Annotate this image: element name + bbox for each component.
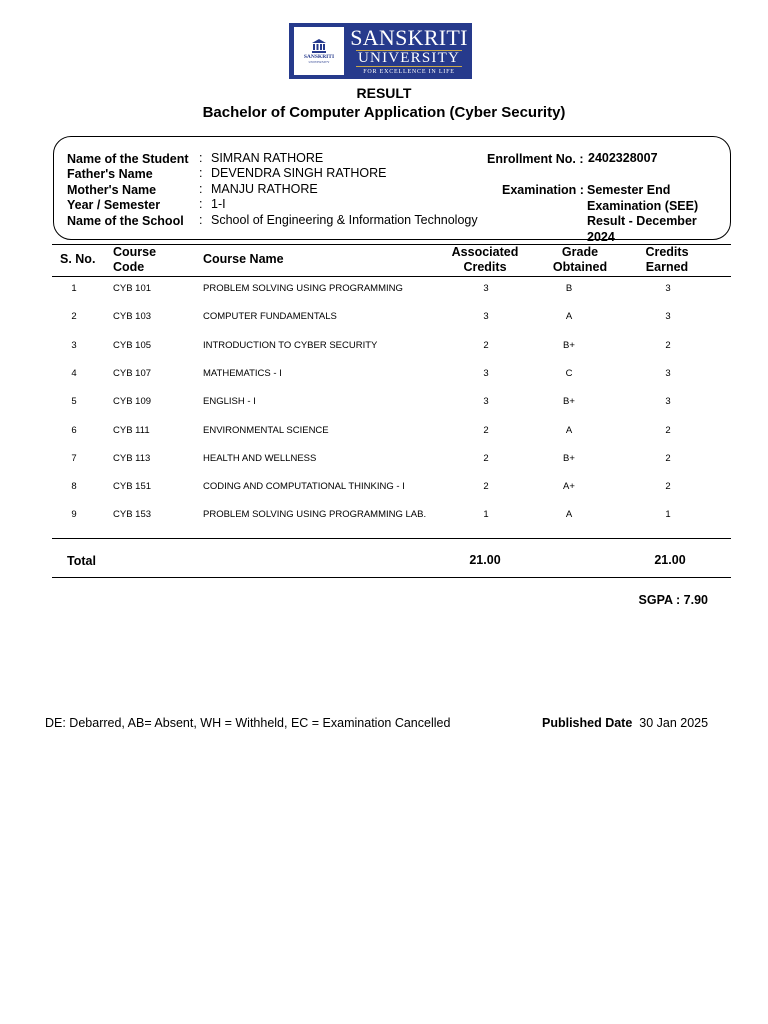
header-credits-earned-line-1: Credits bbox=[645, 245, 689, 259]
row-credits-earned: 1 bbox=[665, 509, 671, 521]
colon-separator: : bbox=[199, 197, 203, 211]
colon-separator: : bbox=[199, 151, 203, 165]
logo-wordmark bbox=[350, 27, 468, 75]
row-course-code: CYB 103 bbox=[113, 311, 152, 323]
row-course-name: HEALTH AND WELLNESS bbox=[203, 452, 317, 464]
total-rule bbox=[52, 577, 731, 578]
row-grade: C bbox=[565, 367, 573, 379]
logo-tagline: FOR EXCELLENCE IN LIFE bbox=[363, 69, 455, 75]
row-associated-credits: 3 bbox=[483, 311, 489, 323]
program-title: Bachelor of Computer Application (Cyber Security) bbox=[202, 104, 566, 121]
table-row bbox=[0, 396, 768, 412]
table-header-rule bbox=[52, 276, 731, 277]
examination-line-3: Result - December bbox=[587, 214, 697, 228]
row-course-name: INTRODUCTION TO CYBER SECURITY bbox=[203, 339, 378, 351]
colon-separator: : bbox=[199, 182, 203, 196]
header-grade-obtained bbox=[540, 245, 620, 275]
row-associated-credits: 3 bbox=[483, 396, 489, 408]
row-credits-earned: 3 bbox=[665, 396, 671, 408]
examination-line-2: Examination (SEE) bbox=[587, 198, 699, 213]
emblem-text-2: UNIVERSITY bbox=[308, 60, 330, 64]
header-associated-credits bbox=[445, 245, 525, 275]
father-name-label: Father's Name bbox=[67, 167, 153, 181]
header-associated-credits-line-2: Credits bbox=[463, 260, 507, 274]
row-course-code: CYB 111 bbox=[113, 424, 150, 436]
total-label: Total bbox=[67, 554, 96, 568]
row-credits-earned: 3 bbox=[665, 367, 671, 379]
row-course-name: PROBLEM SOLVING USING PROGRAMMING LAB. bbox=[203, 509, 427, 521]
year-semester-value: 1-I bbox=[211, 197, 226, 211]
row-credits-earned: 3 bbox=[665, 283, 671, 294]
university-emblem-icon bbox=[294, 27, 344, 75]
header-grade-obtained-line-2: Obtained bbox=[552, 260, 608, 274]
colon-separator: : bbox=[199, 213, 203, 227]
row-course-code: CYB 107 bbox=[113, 367, 152, 379]
row-associated-credits: 1 bbox=[483, 509, 489, 521]
mother-name-label: Mother's Name bbox=[67, 183, 157, 197]
row-associated-credits: 3 bbox=[483, 367, 489, 379]
mother-name-value: MANJU RATHORE bbox=[211, 182, 318, 196]
father-name-value: DEVENDRA SINGH RATHORE bbox=[211, 166, 387, 180]
emblem-text-1: SANSKRITI bbox=[303, 54, 335, 60]
table-row bbox=[0, 509, 768, 525]
row-associated-credits: 2 bbox=[483, 339, 489, 351]
header-sno: S. No. bbox=[60, 252, 96, 266]
row-grade: A+ bbox=[563, 481, 575, 493]
result-heading: RESULT bbox=[356, 85, 412, 101]
published-date-value: 30 Jan 2025 bbox=[639, 716, 709, 730]
row-associated-credits: 2 bbox=[483, 452, 489, 464]
student-name-label: Name of the Student bbox=[67, 152, 189, 166]
row-course-name: PROBLEM SOLVING USING PROGRAMMING bbox=[203, 283, 403, 294]
table-row bbox=[0, 425, 768, 441]
table-row bbox=[0, 311, 768, 327]
row-sno: 5 bbox=[71, 396, 77, 408]
enrollment-value: 2402328007 bbox=[588, 151, 658, 165]
examination-line-1: Semester End bbox=[587, 183, 671, 197]
table-row bbox=[0, 368, 768, 384]
row-sno: 2 bbox=[71, 311, 77, 323]
row-grade: B+ bbox=[563, 339, 575, 351]
row-credits-earned: 3 bbox=[665, 311, 671, 323]
header-course-code bbox=[113, 245, 156, 275]
header-course-name: Course Name bbox=[203, 252, 284, 266]
university-logo bbox=[289, 23, 472, 79]
row-grade: B+ bbox=[563, 452, 575, 464]
row-sno: 7 bbox=[71, 452, 77, 464]
school-name-label: Name of the School bbox=[67, 214, 184, 228]
table-row bbox=[0, 283, 768, 299]
table-row bbox=[0, 453, 768, 469]
published-date bbox=[542, 716, 708, 730]
header-credits-earned-line-2: Earned bbox=[645, 260, 689, 274]
row-course-code: CYB 109 bbox=[113, 396, 152, 408]
logo-line-1: SANSKRITI bbox=[350, 25, 468, 50]
row-sno: 8 bbox=[71, 481, 77, 493]
logo-line-2: UNIVERSITY bbox=[358, 50, 460, 66]
row-sno: 9 bbox=[71, 509, 77, 521]
total-associated-credits: 21.00 bbox=[469, 553, 501, 567]
row-grade: A bbox=[565, 509, 573, 521]
table-row bbox=[0, 481, 768, 497]
row-grade: B+ bbox=[563, 396, 575, 408]
table-bottom-rule bbox=[52, 538, 731, 539]
row-associated-credits: 2 bbox=[483, 424, 489, 436]
row-sno: 3 bbox=[71, 339, 77, 351]
row-sno: 1 bbox=[71, 283, 77, 294]
status-legend: DE: Debarred, AB= Absent, WH = Withheld, EC = Examination Cancelled bbox=[45, 716, 451, 730]
header-grade-obtained-line-1: Grade bbox=[561, 245, 599, 259]
enrollment-label: Enrollment No. : bbox=[487, 152, 584, 166]
row-course-name: COMPUTER FUNDAMENTALS bbox=[203, 311, 337, 323]
colon-separator: : bbox=[199, 166, 203, 180]
row-grade: A bbox=[565, 311, 573, 323]
published-date-label: Published Date bbox=[542, 716, 633, 730]
row-sno: 4 bbox=[71, 367, 77, 379]
examination-value bbox=[587, 183, 698, 245]
examination-label: Examination : bbox=[502, 183, 584, 197]
row-credits-earned: 2 bbox=[665, 481, 671, 493]
row-credits-earned: 2 bbox=[665, 339, 671, 351]
school-name-value: School of Engineering & Information Technology bbox=[211, 213, 478, 227]
student-name-value: SIMRAN RATHORE bbox=[211, 151, 324, 165]
year-semester-label: Year / Semester bbox=[67, 198, 161, 212]
row-credits-earned: 2 bbox=[665, 424, 671, 436]
sgpa-value: SGPA : 7.90 bbox=[638, 593, 708, 607]
row-course-code: CYB 113 bbox=[113, 452, 151, 464]
row-grade: B bbox=[565, 283, 573, 294]
header-course-code-line-2: Code bbox=[113, 260, 145, 274]
row-associated-credits: 2 bbox=[483, 481, 489, 493]
header-course-code-line-1: Course bbox=[113, 245, 157, 259]
row-course-name: ENGLISH - I bbox=[203, 396, 256, 408]
row-grade: A bbox=[565, 424, 573, 436]
header-associated-credits-line-1: Associated bbox=[451, 245, 519, 259]
row-course-code: CYB 101 bbox=[113, 283, 152, 294]
row-course-code: CYB 105 bbox=[113, 339, 152, 351]
examination-line-4: 2024 bbox=[587, 229, 615, 244]
header-credits-earned bbox=[627, 245, 707, 275]
row-sno: 6 bbox=[71, 424, 77, 436]
row-course-code: CYB 153 bbox=[113, 509, 152, 521]
total-credits-earned: 21.00 bbox=[654, 553, 686, 567]
building-icon bbox=[311, 38, 327, 54]
table-row bbox=[0, 340, 768, 356]
row-course-name: ENVIRONMENTAL SCIENCE bbox=[203, 424, 329, 436]
row-course-name: MATHEMATICS - I bbox=[203, 367, 282, 379]
row-course-code: CYB 151 bbox=[113, 481, 152, 493]
row-credits-earned: 2 bbox=[665, 452, 671, 464]
row-course-name: CODING AND COMPUTATIONAL THINKING - I bbox=[203, 481, 405, 493]
row-associated-credits: 3 bbox=[483, 283, 489, 294]
